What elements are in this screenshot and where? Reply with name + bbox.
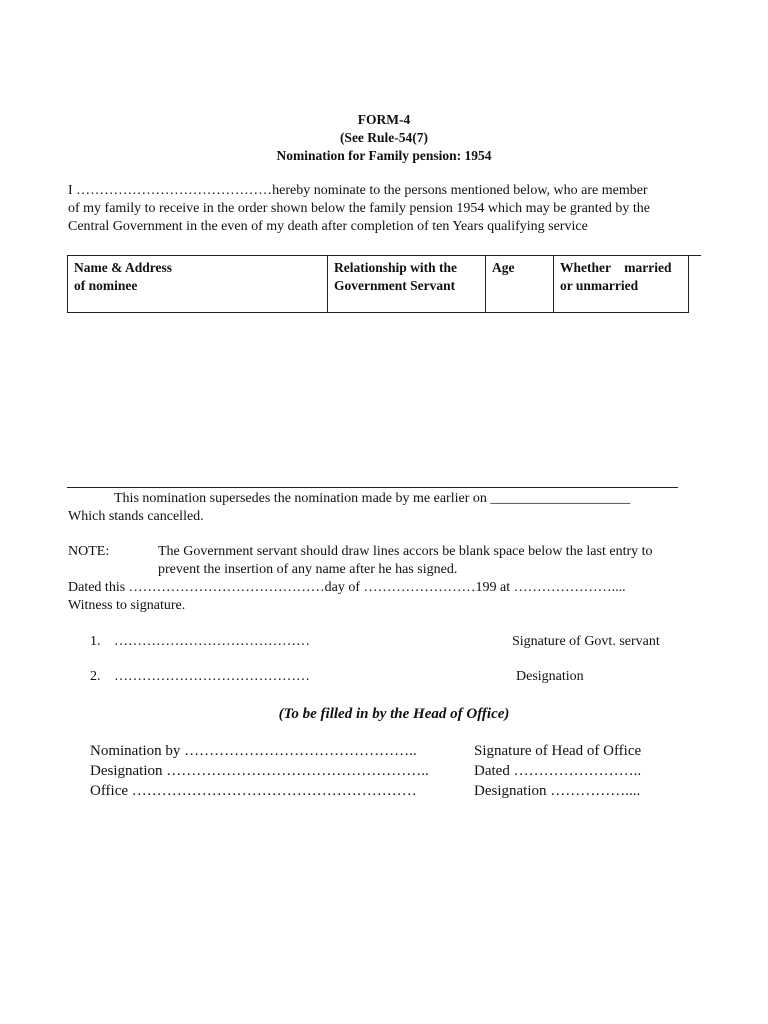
col-marital-line-2: or unmarried [560,278,639,293]
head-office-designation-2: Designation …………….... [474,783,641,799]
witness-1-dots: …………………………………… [114,634,310,649]
col-relationship-line-2: Government Servant [334,278,456,293]
witness-1-number: 1. [90,634,101,649]
signature-head-office: Signature of Head of Office [474,743,642,759]
col-age-label: Age [492,260,515,275]
witness-2-number: 2. [90,669,101,684]
col-marital-status [554,256,689,313]
head-office-dated: Dated …………………….. [474,763,642,779]
dated-line: Dated this ……………………………………day of ……………………199 at ………………….... [68,580,626,595]
col-name-address [68,256,328,313]
col-name-address-line-1: Name & Address [74,260,173,275]
intro-line-1: I ……………………………………hereby nominate to the persons mentioned below, who are member [68,183,648,198]
col-marital-line-1: Whether married [560,260,672,275]
witness-2-dots: …………………………………… [114,669,310,684]
signature-govt-servant: Signature of Govt. servant [512,634,660,649]
intro-paragraph [68,182,700,236]
form-number: FORM-4 [357,112,411,127]
witness-label: Witness to signature. [68,598,186,613]
intro-line-3: Central Government in the even of my death after completion of ten Years qualifying service [68,219,588,234]
head-office-designation: Designation …………………………………………….. [90,763,429,779]
designation-govt-servant: Designation [516,669,584,684]
supersede-line-1: This nomination supersedes the nomination made by me earlier on ____________________ [114,491,631,506]
nominee-table [67,255,689,313]
col-age [486,256,554,313]
nomination-by: Nomination by ……………………………………….. [90,743,417,759]
form-rule: (See Rule-54(7) [339,130,429,145]
supersede-line-2: Which stands cancelled. [68,509,204,524]
head-office-heading: (To be filled in by the Head of Office) [278,706,510,722]
form-title: Nomination for Family pension: 1954 [276,148,492,163]
intro-line-2: of my family to receive in the order shown below the family pension 1954 which may be granted by the [68,201,651,216]
head-office-office: Office ………………………………………………… [90,783,417,799]
note-line-2: prevent the insertion of any name after he has signed. [158,562,458,577]
col-relationship [328,256,486,313]
col-name-address-line-2: of nominee [74,278,138,293]
note-line-1: The Government servant should draw lines accors be blank space below the last entry to [158,544,653,559]
table-header-row [68,256,689,313]
entries-end-rule [67,487,678,488]
note-label: NOTE: [68,544,110,559]
col-relationship-line-1: Relationship with the [334,260,458,275]
